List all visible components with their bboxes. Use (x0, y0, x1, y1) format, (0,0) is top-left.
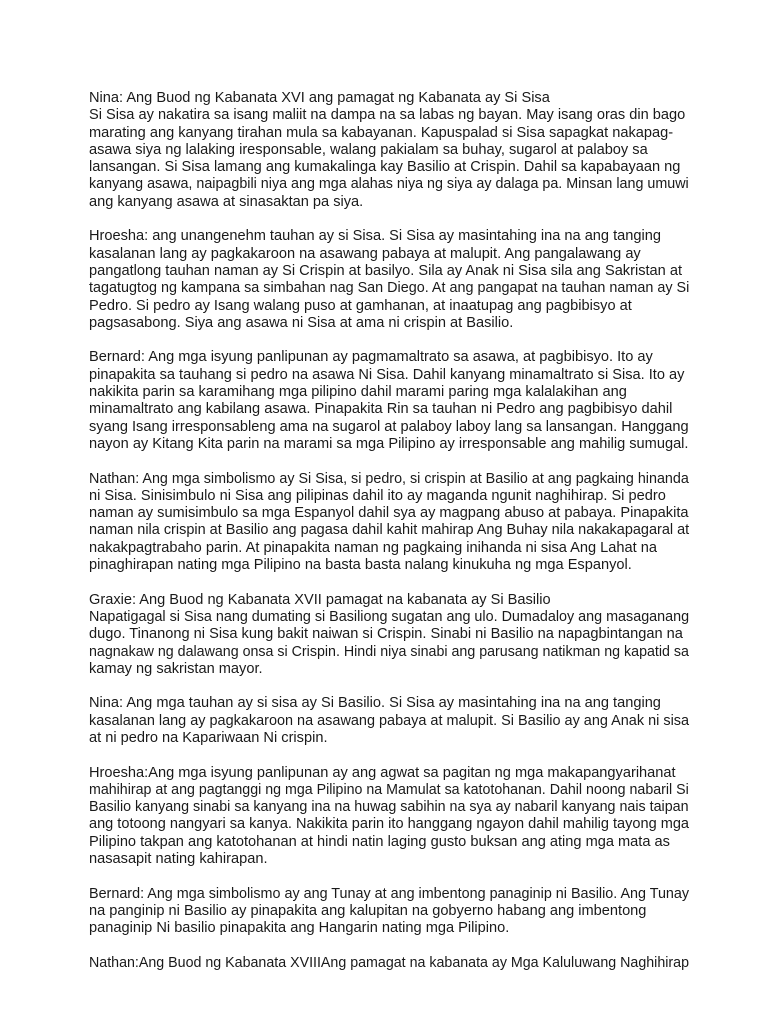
text-line: pinapakita sa tauhang si pedro na asawa Ni Sisa. Dahil kanyang minamaltrato si Sisa. Ito ay (89, 366, 685, 383)
text-line: nakikita parin sa karamihang mga pilipino dahil marami paring mga kalalakihan ang (89, 384, 627, 401)
text-line: Si Sisa ay nakatira sa isang maliit na dampa na sa labas ng bayan. May isang oras din bago (89, 107, 686, 124)
text-line: Pedro. Si pedro ay Isang walang puso at gamhanan, at inaatupag ang pagbibisyo at (89, 297, 632, 314)
text-line: pinaghirapan nating mga Pilipino na basta basta nalang kinukuha ng mga Espanyol. (89, 557, 632, 574)
text-line: Hroesha: ang unangenehm tauhan ay si Sisa. Si Sisa ay masintahing ina na ang tanging (89, 228, 661, 245)
paragraph (89, 90, 689, 211)
text-line: panaginip Ni basilio pinapakita ang Hangarin nating mga Pilipino. (89, 920, 510, 937)
text-line: ni Sisa. Sinisimbulo ni Sisa ang pilipinas dahil ito ay maganda ngunit naghihirap. Si pedro (89, 487, 666, 504)
text-line: pagsasabong. Siya ang asawa ni Sisa at ama ni crispin at Basilio. (89, 314, 514, 331)
text-line: kamay ng sakristan mayor. (89, 660, 263, 677)
text-line: syang Isang irresponsableng ama na sugarol at palaboy laboy lang sa lansangan. Hanggang (89, 418, 689, 435)
text-line: asawa siya ng lalaking iresponsable, walang pakialam sa buhay, sugarol at palaboy sa (89, 141, 648, 158)
paragraph (89, 765, 689, 869)
text-line: Nathan:Ang Buod ng Kabanata XVIIIAng pamagat na kabanata ay Mga Kaluluwang Naghihirap (89, 954, 689, 971)
paragraph (89, 228, 689, 332)
text-line: Pilipino takpan ang katotohanan at hindi natin laging gusto buksan ang ating mga mata as (89, 833, 670, 850)
text-line: nasasapit nating kahirapan. (89, 851, 268, 868)
text-line: at ni pedro na Kapariwaan Ni crispin. (89, 729, 328, 746)
text-line: nagnakaw ng dalawang onsa si Crispin. Hindi niya sinabi ang parusang natikman ng kapatid sa (89, 643, 689, 660)
text-line: nakakpagtrabaho parin. At pinapakita naman ng pagkaing inihanda ni sisa Ang Lahat na (89, 539, 657, 556)
text-line: Basilio kanyang sinabi sa kanyang ina na huwag sabihin na sya ay nabaril kanyang nais taipan (89, 799, 689, 816)
paragraph (89, 695, 689, 747)
paragraph (89, 349, 689, 453)
text-line: Nathan: Ang mga simbolismo ay Si Sisa, si pedro, si crispin at Basilio at ang pagkaing hinanda (89, 470, 689, 487)
text-line: Graxie: Ang Buod ng Kabanata XVII pamagat na kabanata ay Si Basilio (89, 591, 551, 608)
document-body (89, 90, 689, 989)
text-line: na panginip ni Basilio ay pinapakita ang kalupitan na gobyerno habang ang imbentong (89, 902, 647, 919)
text-line: ang totoong nangyari sa kanya. Nakikita parin ito hanggang ngayon dahil mahilig tayong mga (89, 816, 690, 833)
paragraph (89, 592, 689, 678)
text-line: Nina: Ang Buod ng Kabanata XVI ang pamagat ng Kabanata ay Si Sisa (89, 90, 550, 106)
text-line: Napatigagal si Sisa nang dumating si Basiliong sugatan ang ulo. Dumadaloy ang masaganang (89, 608, 690, 625)
text-line: naman nila crispin at Basilio ang pagasa dahil kahit mahirap Ang Buhay nila nakakapagaral at (89, 522, 690, 539)
text-line: Bernard: Ang mga simbolismo ay ang Tunay at ang imbentong panaginip ni Basilio. Ang Tunay (89, 885, 690, 902)
text-line: tagatugtog ng kampana sa simbahan nag San Diego. At ang pangapat na tauhan naman ay Si (89, 280, 690, 297)
text-line: minamaltrato ang kabilang asawa. Pinapakita Rin sa tauhan ni Pedro ang pagbibisyo dahil (89, 401, 673, 418)
paragraph (89, 886, 689, 938)
text-line: kasalanan lang ay pagkakaroon na asawang pabaya at malupit. Si Basilio ay ang Anak ni sisa (89, 712, 690, 729)
paragraph (89, 471, 689, 575)
text-line: mahihirap at ang pagtanggi ng mga Pilipino na Mamulat sa katotohanan. Dahil noong nabaril Si (89, 781, 689, 798)
paragraph (89, 955, 689, 972)
text-line: Nina: Ang mga tauhan ay si sisa ay Si Basilio. Si Sisa ay masintahing ina na ang tanging (89, 695, 661, 712)
text-line: dugo. Tinanong ni Sisa kung bakit naiwan si Crispin. Sinabi ni Basilio na napagbintangan na (89, 626, 683, 643)
text-line: kanyang asawa, naipagbili niya ang mga alahas niya ng siya ay dalaga pa. Minsan lang umuwi (89, 176, 689, 193)
text-line: Hroesha:Ang mga isyung panlipunan ay ang agwat sa pagitan ng mga makapangyarihanat (89, 764, 676, 781)
text-line: kasalanan lang ay pagkakaroon na asawang pabaya at malupit. Ang pangalawang ay (89, 245, 641, 262)
text-line: marating ang kanyang tirahan mula sa kabayanan. Kapuspalad si Sisa sapagkat nakapag- (89, 124, 674, 141)
text-line: naman ay sumisimbulo sa mga Espanyol dahil sya ay magpang abuso at pabaya. Pinapakita (89, 505, 689, 522)
text-line: nayon ay Kitang Kita parin na marami sa mga Pilipino ay irresponsable ang mahilig sumugal. (89, 435, 689, 452)
text-line: lansangan. Si Sisa lamang ang kumakalinga kay Basilio at Crispin. Dahil sa kapabayaan ng (89, 159, 681, 176)
text-line: pangatlong tauhan naman ay Si Crispin at basilyo. Sila ay Anak ni Sisa sila ang Sakristan at (89, 262, 683, 279)
text-line: ang kanyang asawa at sinasaktan pa siya. (89, 193, 364, 210)
text-line: Bernard: Ang mga isyung panlipunan ay pagmamaltrato sa asawa, at pagbibisyo. Ito ay (89, 349, 653, 366)
